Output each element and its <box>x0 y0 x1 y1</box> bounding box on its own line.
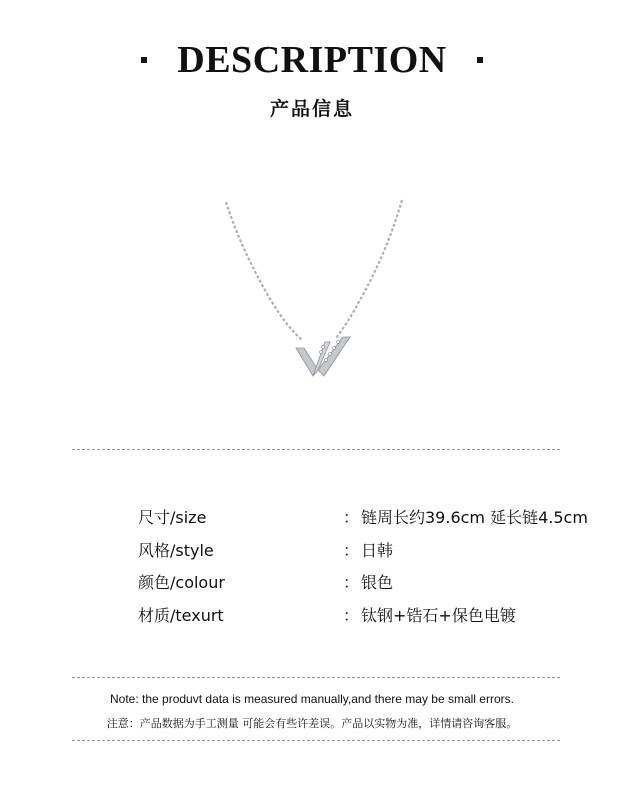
spec-table <box>138 500 608 631</box>
spec-colon: ： <box>343 540 360 560</box>
spec-row-style <box>138 533 608 566</box>
spec-label: 颜色/colour <box>138 573 225 593</box>
page-title: DESCRIPTION <box>177 39 447 81</box>
bullet-right-icon <box>477 57 483 63</box>
note-english: Note: the produvt data is measured manually,and there may be small errors. <box>110 692 514 706</box>
spec-value: 链周长约39.6cm 延长链4.5cm <box>361 507 588 527</box>
spec-label: 尺寸/size <box>138 507 207 527</box>
header <box>0 38 624 121</box>
spec-row-colour <box>138 565 608 598</box>
necklace-icon <box>212 192 412 392</box>
spec-value: 钛钢+锆石+保色电镀 <box>361 605 516 625</box>
spec-label: 风格/style <box>138 540 214 560</box>
bullet-left-icon <box>141 57 147 63</box>
spec-colon: ： <box>343 573 360 593</box>
spec-colon: ： <box>343 605 360 625</box>
divider-top <box>72 449 560 450</box>
spec-value: 日韩 <box>361 540 394 560</box>
title-row <box>0 38 624 82</box>
divider-note-bottom <box>72 740 560 741</box>
spec-value: 银色 <box>361 573 394 593</box>
spec-colon: ： <box>343 507 360 527</box>
page-subtitle: 产品信息 <box>269 98 354 120</box>
spec-row-material <box>138 598 608 631</box>
product-image <box>212 192 412 392</box>
note-chinese: 注意：产品数据为手工测量 可能会有些许差误。产品以实物为准，详情请咨询客服。 <box>106 717 518 730</box>
divider-note-top <box>72 677 560 678</box>
spec-label: 材质/texurt <box>138 605 224 625</box>
spec-row-size <box>138 500 608 533</box>
